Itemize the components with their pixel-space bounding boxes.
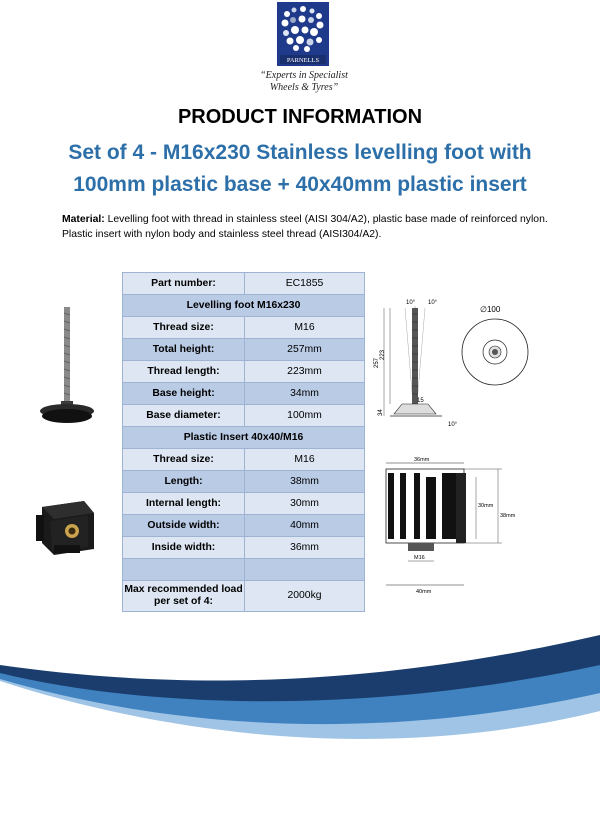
svg-text:38mm: 38mm [500, 513, 516, 519]
table-row: Length: 38mm [123, 471, 365, 493]
svg-text:10°: 10° [448, 422, 458, 428]
spec-table [122, 272, 365, 612]
table-row: Total height: 257mm [123, 339, 365, 361]
svg-text:10°: 10° [406, 300, 416, 306]
section-row: Levelling foot M16x230 [123, 295, 365, 317]
table-row: Base height: 34mm [123, 383, 365, 405]
table-row: Part number: EC1855 [123, 273, 365, 295]
table-row: Internal length: 30mm [123, 493, 365, 515]
table-row [123, 559, 365, 581]
section-row: Plastic Insert 40x40/M16 [123, 427, 365, 449]
page-heading: PRODUCT INFORMATION [177, 106, 423, 128]
decorative-wave [0, 615, 600, 835]
material-description [62, 212, 552, 242]
table-row: Thread size: M16 [123, 449, 365, 471]
table-row: Base diameter: 100mm [123, 405, 365, 427]
table-row: Thread size: M16 [123, 317, 365, 339]
svg-text:257: 257 [374, 357, 380, 368]
svg-text:40mm: 40mm [416, 589, 432, 595]
svg-text:34: 34 [378, 409, 384, 416]
table-row: Inside width: 36mm [123, 537, 365, 559]
svg-text:∅100: ∅100 [480, 305, 501, 314]
plastic-insert-image [36, 497, 98, 559]
levelling-foot-image [38, 305, 96, 435]
svg-text:15: 15 [417, 398, 424, 404]
brand-tagline: “Experts in Specialist Wheels & Tyres” [260, 70, 348, 93]
table-row: Outside width: 40mm [123, 515, 365, 537]
svg-text:223: 223 [380, 349, 386, 360]
insert-technical-drawing [380, 455, 530, 601]
product-title: Set of 4 - M16x230 Stainless levelling foot with 100mm plastic base + 40x40mm plastic insert [68, 141, 532, 196]
svg-text:30mm: 30mm [478, 503, 494, 509]
svg-text:M16: M16 [414, 555, 425, 561]
logo-text: PARNELLS [286, 57, 320, 64]
foot-technical-drawing [370, 296, 530, 434]
table-row: Max recommended load per set of 4: 2000kg [123, 581, 365, 612]
material-text: Levelling foot with thread in stainless steel (AISI 304/A2), plastic base made of reinforced nylon. Plastic insert with nylon body and stainless steel thread (AISI304/A2). [62, 214, 548, 240]
svg-text:10°: 10° [428, 300, 438, 306]
table-row: Thread length: 223mm [123, 361, 365, 383]
brand-logo [277, 2, 329, 66]
material-label: Material: [62, 214, 105, 225]
svg-text:36mm: 36mm [414, 457, 430, 463]
